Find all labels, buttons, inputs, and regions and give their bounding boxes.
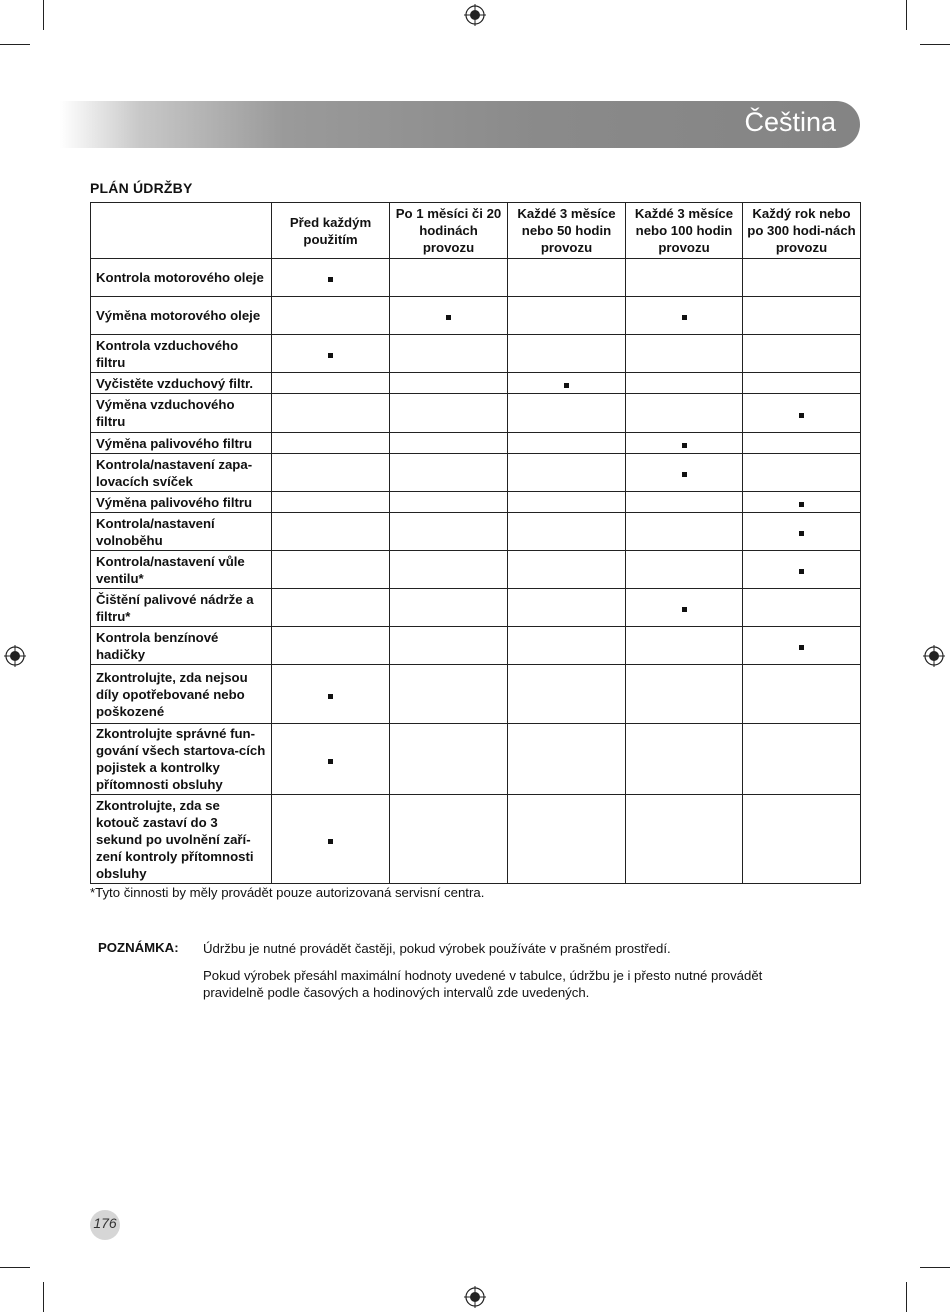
- table-row: [91, 724, 861, 795]
- registration-mark-icon: [4, 645, 26, 667]
- registration-mark-icon: [923, 645, 945, 667]
- crop-mark: [0, 1267, 30, 1268]
- task-cell: Kontrola motorového oleje: [91, 259, 272, 297]
- table-row: [91, 259, 861, 297]
- interval-cell: [390, 513, 508, 551]
- check-mark-icon: [564, 383, 569, 388]
- check-mark-icon: [682, 315, 687, 320]
- language-title: Čeština: [744, 107, 836, 137]
- interval-cell: [626, 492, 743, 513]
- interval-cell: [626, 551, 743, 589]
- task-cell: Zkontrolujte správné fun-gování všech startova-cích pojistek a kontrolky přítomnosti obsluhy: [91, 724, 272, 795]
- interval-cell: [508, 394, 626, 433]
- check-mark-icon: [799, 569, 804, 574]
- interval-cell: [272, 394, 390, 433]
- interval-cell: [626, 795, 743, 884]
- interval-cell: [626, 433, 743, 454]
- interval-cell: [743, 724, 861, 795]
- interval-cell: [626, 394, 743, 433]
- task-cell: Výměna vzduchového filtru: [91, 394, 272, 433]
- interval-cell: [626, 627, 743, 665]
- check-mark-icon: [446, 315, 451, 320]
- task-cell: Výměna palivového filtru: [91, 433, 272, 454]
- interval-cell: [626, 454, 743, 492]
- interval-cell: [743, 259, 861, 297]
- interval-cell: [743, 297, 861, 335]
- interval-cell: [743, 394, 861, 433]
- interval-cell: [390, 297, 508, 335]
- interval-cell: [390, 394, 508, 433]
- interval-cell: [272, 665, 390, 724]
- task-cell: Zkontrolujte, zda nejsou díly opotřebované nebo poškozené: [91, 665, 272, 724]
- crop-mark: [43, 0, 44, 30]
- interval-cell: [743, 627, 861, 665]
- interval-cell: [508, 724, 626, 795]
- interval-cell: [390, 724, 508, 795]
- interval-cell: [508, 335, 626, 373]
- interval-cell: [743, 433, 861, 454]
- interval-cell: [508, 297, 626, 335]
- table-row: [91, 492, 861, 513]
- interval-cell: [272, 454, 390, 492]
- table-row: [91, 665, 861, 724]
- interval-cell: [626, 335, 743, 373]
- maintenance-schedule-table: [90, 202, 861, 884]
- interval-cell: [743, 492, 861, 513]
- interval-cell: [272, 551, 390, 589]
- check-mark-icon: [328, 277, 333, 282]
- interval-cell: [743, 551, 861, 589]
- task-cell: Kontrola/nastavení vůle ventilu*: [91, 551, 272, 589]
- check-mark-icon: [682, 607, 687, 612]
- interval-cell: [508, 373, 626, 394]
- interval-cell: [743, 665, 861, 724]
- check-mark-icon: [799, 413, 804, 418]
- task-cell: Zkontrolujte, zda se kotouč zastaví do 3 sekund po uvolnění zaří-zení kontroly přítomnosti obsluhy: [91, 795, 272, 884]
- table-row: [91, 433, 861, 454]
- interval-cell: [272, 513, 390, 551]
- crop-mark: [906, 0, 907, 30]
- note-paragraph: Pokud výrobek přesáhl maximální hodnoty uvedené v tabulce, údržbu je i přesto nutné provádět pravidelně podle časových a hodinových intervalů zde uvedených.: [203, 968, 763, 1000]
- check-mark-icon: [328, 759, 333, 764]
- table-row: [91, 627, 861, 665]
- table-row: [91, 551, 861, 589]
- interval-cell: [626, 724, 743, 795]
- interval-cell: [743, 335, 861, 373]
- column-header: [91, 203, 272, 259]
- interval-cell: [626, 513, 743, 551]
- interval-cell: [390, 335, 508, 373]
- interval-cell: [508, 795, 626, 884]
- table-row: [91, 795, 861, 884]
- note-label: POZNÁMKA:: [98, 940, 179, 955]
- check-mark-icon: [328, 353, 333, 358]
- registration-mark-icon: [464, 1286, 486, 1308]
- interval-cell: [508, 259, 626, 297]
- interval-cell: [390, 373, 508, 394]
- interval-cell: [272, 492, 390, 513]
- interval-cell: [390, 492, 508, 513]
- interval-cell: [743, 795, 861, 884]
- table-body: [91, 259, 861, 884]
- interval-cell: [743, 513, 861, 551]
- table-row: [91, 373, 861, 394]
- interval-cell: [272, 724, 390, 795]
- check-mark-icon: [682, 472, 687, 477]
- interval-cell: [390, 259, 508, 297]
- check-mark-icon: [682, 443, 687, 448]
- crop-mark: [43, 1282, 44, 1312]
- task-cell: Kontrola/nastavení volnoběhu: [91, 513, 272, 551]
- check-mark-icon: [328, 694, 333, 699]
- footnote: *Tyto činnosti by měly provádět pouze autorizovaná servisní centra.: [90, 885, 485, 900]
- interval-cell: [508, 433, 626, 454]
- table-header-row: [91, 203, 861, 259]
- interval-cell: [390, 589, 508, 627]
- column-header: Každé 3 měsíce nebo 50 hodin provozu: [508, 203, 626, 259]
- crop-mark: [920, 44, 950, 45]
- interval-cell: [272, 335, 390, 373]
- task-cell: Kontrola/nastavení zapa-lovacích svíček: [91, 454, 272, 492]
- check-mark-icon: [799, 645, 804, 650]
- interval-cell: [390, 551, 508, 589]
- interval-cell: [508, 589, 626, 627]
- interval-cell: [508, 627, 626, 665]
- language-header-band: [60, 101, 860, 148]
- interval-cell: [626, 373, 743, 394]
- column-header: Před každým použitím: [272, 203, 390, 259]
- interval-cell: [626, 297, 743, 335]
- interval-cell: [390, 454, 508, 492]
- table-row: [91, 394, 861, 433]
- task-cell: Výměna motorového oleje: [91, 297, 272, 335]
- interval-cell: [272, 795, 390, 884]
- crop-mark: [920, 1267, 950, 1268]
- interval-cell: [508, 513, 626, 551]
- check-mark-icon: [328, 839, 333, 844]
- interval-cell: [508, 551, 626, 589]
- table-row: [91, 297, 861, 335]
- interval-cell: [508, 665, 626, 724]
- table-row: [91, 335, 861, 373]
- interval-cell: [626, 259, 743, 297]
- table-row: [91, 589, 861, 627]
- interval-cell: [272, 589, 390, 627]
- check-mark-icon: [799, 502, 804, 507]
- table-row: [91, 513, 861, 551]
- interval-cell: [743, 589, 861, 627]
- interval-cell: [272, 627, 390, 665]
- task-cell: Výměna palivového filtru: [91, 492, 272, 513]
- task-cell: Kontrola vzduchového filtru: [91, 335, 272, 373]
- interval-cell: [390, 795, 508, 884]
- registration-mark-icon: [464, 4, 486, 26]
- interval-cell: [508, 492, 626, 513]
- task-cell: Kontrola benzínové hadičky: [91, 627, 272, 665]
- table-row: [91, 454, 861, 492]
- interval-cell: [272, 297, 390, 335]
- interval-cell: [626, 665, 743, 724]
- interval-cell: [743, 373, 861, 394]
- section-title: PLÁN ÚDRŽBY: [90, 180, 193, 196]
- interval-cell: [626, 589, 743, 627]
- interval-cell: [272, 433, 390, 454]
- note-paragraph: Údržbu je nutné provádět častěji, pokud výrobek používáte v prašném prostředí.: [203, 941, 671, 956]
- interval-cell: [390, 627, 508, 665]
- interval-cell: [390, 433, 508, 454]
- crop-mark: [0, 44, 30, 45]
- check-mark-icon: [799, 531, 804, 536]
- page-number-badge: [90, 1210, 120, 1240]
- crop-mark: [906, 1282, 907, 1312]
- interval-cell: [272, 373, 390, 394]
- page-number: 176: [93, 1215, 117, 1231]
- task-cell: Čištění palivové nádrže a filtru*: [91, 589, 272, 627]
- interval-cell: [272, 259, 390, 297]
- interval-cell: [508, 454, 626, 492]
- task-cell: Vyčistěte vzduchový filtr.: [91, 373, 272, 394]
- interval-cell: [390, 665, 508, 724]
- interval-cell: [743, 454, 861, 492]
- column-header: Každý rok nebo po 300 hodi-nách provozu: [743, 203, 861, 259]
- column-header: Každé 3 měsíce nebo 100 hodin provozu: [626, 203, 743, 259]
- column-header: Po 1 měsíci či 20 hodinách provozu: [390, 203, 508, 259]
